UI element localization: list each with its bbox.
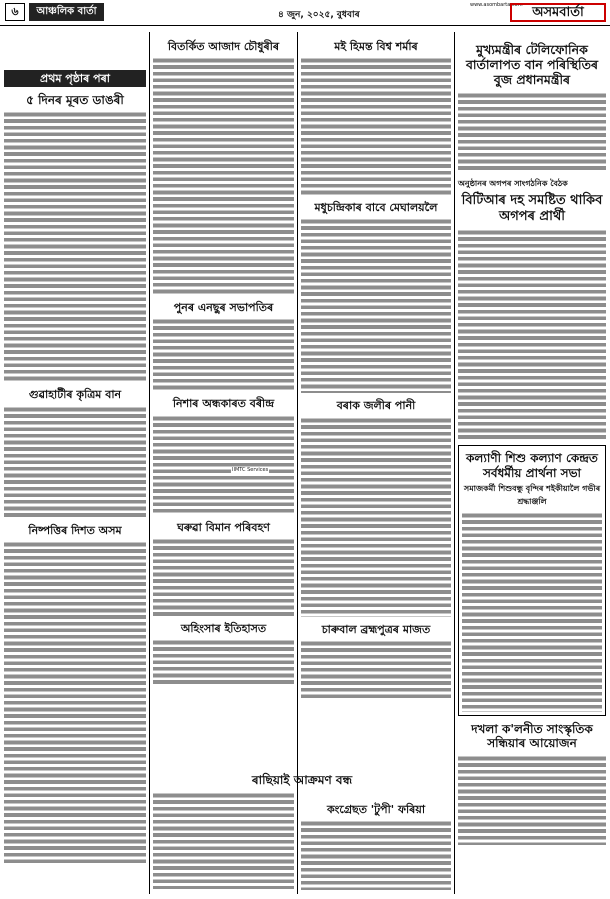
masthead-logo: অসমবাৰ্তা: [510, 3, 606, 22]
article-text: [301, 218, 451, 393]
column-3: [301, 32, 451, 894]
headline: চাৰুবাল ব্ৰহ্মপুত্ৰৰ মাজত: [321, 622, 431, 636]
article-text: [153, 415, 294, 515]
headline: কংগ্ৰেছত 'টুপী' ফৰিয়া: [326, 803, 426, 816]
article-text: [4, 111, 146, 383]
kicker: অনুষ্ঠানৰ অগপৰ সাংগঠনিক বৈঠক: [458, 179, 568, 188]
headline: মধুচন্দ্ৰিকাৰ বাবে মেঘালয়লৈ: [314, 201, 438, 215]
article-text: [458, 92, 606, 172]
page-number: ৬: [5, 3, 25, 21]
website-text: www.asombarta.com: [470, 2, 523, 8]
article-text: [458, 755, 606, 845]
continued-banner: প্ৰথম পৃষ্ঠাৰ পৰা: [4, 70, 146, 87]
section-label: আঞ্চলিক বাৰ্তা: [29, 3, 104, 21]
article-text: [153, 57, 294, 295]
headline: ঘৰুৱা বিমান পৰিবহণ: [177, 520, 270, 534]
column-rule: [149, 32, 150, 894]
column-rule: [454, 32, 455, 894]
column-1: [4, 32, 146, 894]
column-4: [458, 32, 606, 894]
page-header: [0, 0, 610, 26]
article-text: [301, 417, 451, 617]
article-text: [458, 229, 606, 439]
article-text: [153, 639, 294, 684]
article-text: [153, 538, 294, 616]
headline: নিশাৰ অন্ধকাৰত বৰীন্দ্ৰ: [172, 397, 275, 411]
inline-text: IIMTC Services: [232, 466, 269, 473]
headline: মই হিমন্ত বিশ্ব শৰ্মাৰ: [334, 40, 418, 53]
column-2: [153, 32, 294, 894]
boxed-story: [458, 445, 606, 716]
article-text: [301, 820, 451, 890]
sub-headline: সমাজকৰ্মী শিশুবন্ধু বৃন্দিৰ শইকীয়ালৈ গভীৰ শ্ৰদ্ধাঞ্জলি: [463, 483, 601, 506]
headline: বিতৰ্কিত আজাদ চৌধুৰীৰ: [167, 40, 280, 53]
headline: অহিংসাৰ ইতিহাসত: [180, 621, 267, 635]
article-text: [301, 57, 451, 195]
headline: বিটিআৰ দহ সমষ্টিত থাকিব অগপৰ প্ৰাৰ্থী: [461, 193, 603, 224]
headline: কল্যাণী শিশু কল্যাণ কেন্দ্ৰত সৰ্বধৰ্মীয় প্ৰাৰ্থনা সভা: [466, 451, 598, 480]
article-text: [153, 318, 294, 391]
headline: ৫ দিনৰ মূৰত ডাঙৰী: [26, 93, 124, 107]
headline: ৰাছিয়াই আক্ৰমণ বন্ধ: [251, 773, 353, 787]
issue-date: ৪ জুন, ২০২৫, বুধবাৰ: [278, 10, 360, 20]
article-text: [462, 512, 602, 712]
article-text: [301, 640, 451, 700]
headline: বৰাক জলীৰ পানী: [336, 399, 416, 413]
lead-headline: মুখ্যমন্ত্ৰীৰ টেলিফোনিক বাৰ্তালাপত বান পৰিস্থিতিৰ বুজ প্ৰধানমন্ত্ৰীৰ: [465, 42, 599, 87]
article-text: [4, 541, 146, 863]
headline: দখলা ক'লনীত সাংস্কৃতিক সন্ধিয়াৰ আয়োজন: [471, 721, 593, 751]
column-rule: [297, 32, 298, 894]
article-text: [153, 792, 294, 889]
headline: গুৱাহাটীৰ কৃত্ৰিম বান: [28, 388, 122, 402]
headline: পুনৰ এনছুৰ সভাপতিৰ: [173, 301, 274, 315]
article-text: [4, 406, 146, 519]
headline: নিষ্পত্তিৰ দিশত অসম: [28, 523, 122, 537]
